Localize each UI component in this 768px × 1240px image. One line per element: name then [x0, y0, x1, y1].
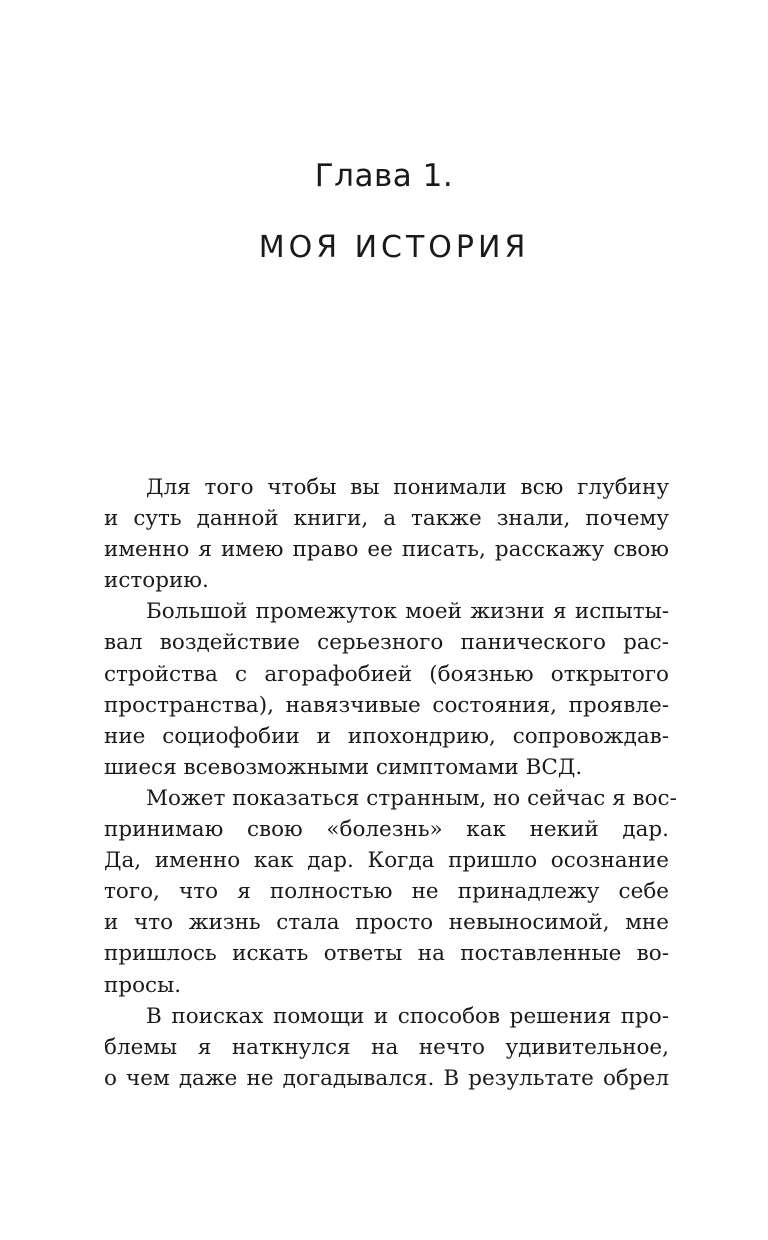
text-line: В поисках помощи и способов решения про- [146, 1003, 669, 1029]
text-line: Может показаться странным, но сейчас я вос- [146, 785, 677, 811]
paragraph [104, 596, 669, 783]
chapter-title: МОЯ ИСТОРИЯ [258, 230, 530, 265]
text-line: блемы я наткнулся на нечто удивительное, [104, 1034, 669, 1060]
text-line: и что жизнь стала просто невыносимой, мне [104, 910, 669, 936]
chapter-number: Глава 1. [314, 158, 454, 194]
text-line: просы. [104, 972, 182, 998]
text-line: принимаю свою «болезнь» как некий дар. [104, 817, 669, 843]
text-line: Для того чтобы вы понимали всю глубину [146, 475, 669, 500]
paragraph [104, 472, 669, 596]
paragraph [104, 783, 677, 1001]
text-line: того, что я полностью не принадлежу себе [104, 879, 669, 905]
text-line: стройства с агорафобией (боязнью открытого [104, 661, 669, 687]
text-line: пространства), навязчивые состояния, проявле- [104, 692, 669, 718]
text-line: вал воздействие серьезного панического рас- [104, 630, 669, 656]
paragraph [104, 1001, 669, 1094]
text-line: шиеся всевозможными симптомами ВСД. [104, 754, 583, 780]
text-line: именно я имею право ее писать, расскажу свою [104, 537, 669, 563]
text-line: о чем даже не догадывался. В результате обрел [104, 1065, 669, 1091]
text-line: Да, именно как дар. Когда пришло осознание [104, 848, 669, 874]
text-line: Большой промежуток моей жизни я испыты- [146, 599, 669, 625]
chapter-body [104, 472, 677, 1094]
text-line: и суть данной книги, а также знали, почему [104, 506, 669, 532]
text-line: ние социофобии и ипохондрию, сопровождав- [104, 723, 669, 749]
text-line: историю. [104, 568, 209, 594]
text-line: пришлось искать ответы на поставленные во- [104, 941, 669, 967]
